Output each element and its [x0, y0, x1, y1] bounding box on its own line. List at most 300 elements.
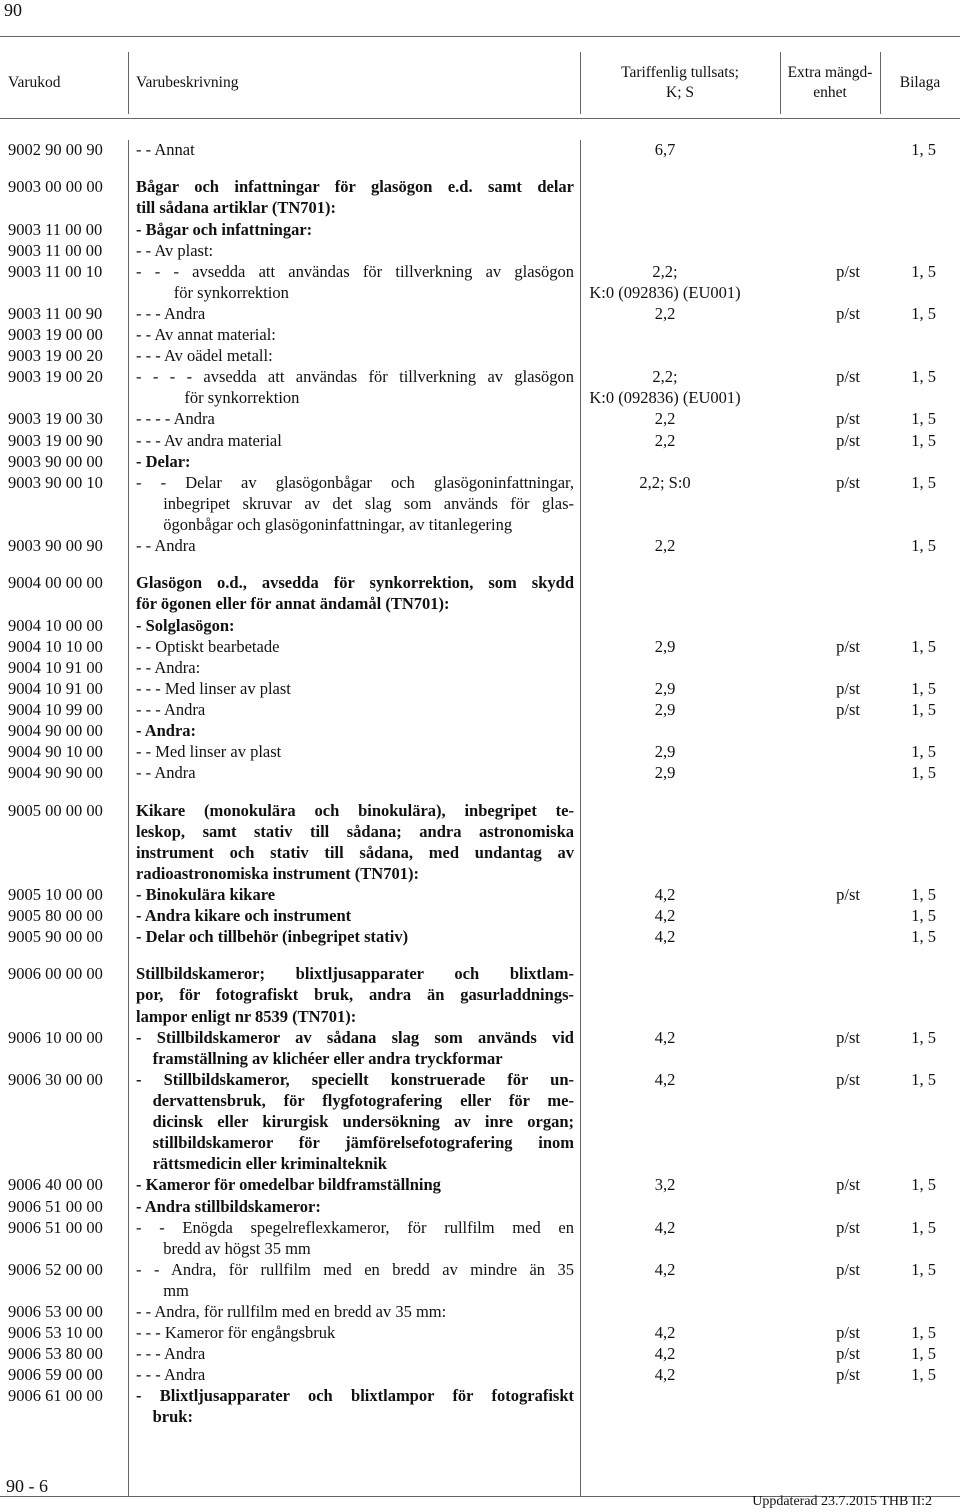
row-tariff-line: 2,2: [654, 536, 676, 555]
row-code: 9003 11 00 00: [8, 240, 103, 260]
table-row: [0, 699, 960, 720]
row-tariff: [580, 261, 750, 303]
row-tariff: [580, 741, 750, 762]
row-bilaga: 1, 5: [911, 884, 936, 904]
row-code: 9003 00 00 00: [8, 177, 103, 197]
row-tariff-line: 4,2: [654, 1069, 676, 1089]
row-description: [128, 408, 580, 429]
row-tariff-line: 6,7: [654, 140, 676, 159]
row-code: 9006 53 10 00: [8, 1323, 103, 1343]
row-code: 9003 19 00 20: [8, 367, 103, 387]
row-bilaga: [860, 720, 960, 741]
page-number: 90: [4, 0, 22, 20]
row-description-line: - - Av plast:: [136, 240, 214, 260]
row-description-line: bredd av högst 35 mm: [163, 1238, 311, 1258]
row-code: 9004 00 00 00: [8, 573, 103, 593]
row-bilaga: 1, 5: [911, 367, 936, 387]
row-extra-unit: p/st: [836, 884, 860, 904]
row-tariff: [580, 472, 750, 535]
row-bilaga: 1, 5: [911, 1323, 936, 1343]
row-description: [128, 535, 580, 556]
row-extra-unit: p/st: [836, 472, 860, 492]
row-description: [128, 1196, 580, 1217]
row-description: [128, 219, 580, 240]
row-bilaga: [860, 240, 960, 261]
row-bilaga: 1, 5: [911, 409, 936, 429]
row-description-line: dicinsk eller kirurgisk undersökning av inre organ;: [152, 1112, 574, 1132]
table-row: [0, 884, 960, 905]
row-code: 9006 00 00 00: [8, 964, 103, 984]
header-rule: [0, 118, 960, 119]
row-extra-unit: [750, 176, 860, 218]
row-extra-unit: [750, 1301, 860, 1322]
row-description-line: - - Andra: [136, 763, 196, 783]
row-code: 9006 52 00 00: [8, 1259, 103, 1279]
row-tariff-line: 2,9: [654, 699, 676, 719]
table-row: [0, 1217, 960, 1259]
table-row: [0, 240, 960, 261]
row-code: 9004 10 99 00: [8, 699, 103, 719]
row-bilaga: [860, 1196, 960, 1217]
row-bilaga: 1, 5: [911, 261, 936, 281]
row-tariff-line: 4,2: [654, 1259, 676, 1279]
row-tariff: [580, 572, 750, 614]
row-description: [128, 240, 580, 261]
row-tariff-line: 2,9: [654, 636, 676, 656]
row-description-line: framställning av klichéer eller andra tryckformar: [152, 1048, 503, 1068]
row-code: 9005 10 00 00: [8, 884, 103, 904]
row-extra-unit: [750, 1196, 860, 1217]
row-tariff: [580, 1259, 750, 1301]
row-description-line: Bågar och infattningar för glasögon e.d. samt delar: [136, 177, 574, 197]
row-description-line: instrument och stativ till sådana, med undantag av: [136, 842, 574, 862]
row-bilaga: 1, 5: [911, 906, 936, 925]
table-row: [0, 800, 960, 884]
row-description-line: - - Av annat material:: [136, 325, 276, 344]
row-code: 9006 10 00 00: [8, 1027, 103, 1047]
row-tariff: [580, 762, 750, 783]
row-extra-unit: p/st: [836, 1069, 860, 1089]
row-description-line: Stillbildskameror; blixtljusapparater och blixtlam-: [136, 964, 574, 984]
row-bilaga: 1, 5: [911, 1027, 936, 1047]
row-description-line: - - - - avsedda att användas för tillverkning av glasögon: [136, 367, 574, 387]
row-bilaga: 1, 5: [911, 1069, 936, 1089]
row-description-line: - - - Andra: [136, 1365, 206, 1385]
row-bilaga: 1, 5: [911, 1365, 936, 1385]
row-description: [128, 1217, 580, 1259]
row-tariff: [580, 366, 750, 408]
row-tariff: [580, 657, 750, 678]
row-bilaga: [860, 657, 960, 678]
row-tariff: [580, 1027, 750, 1069]
row-description-line: - - - - Andra: [136, 409, 215, 429]
row-code: 9003 19 00 00: [8, 325, 103, 344]
row-description: [128, 1069, 580, 1174]
row-description-line: radioastronomiska instrument (TN701):: [136, 863, 419, 883]
row-extra-unit: p/st: [836, 367, 860, 387]
row-extra-unit: [750, 905, 860, 926]
row-description: [128, 1259, 580, 1301]
row-tariff-line: 3,2: [654, 1175, 676, 1195]
row-bilaga: 1, 5: [911, 536, 936, 555]
row-extra-unit: p/st: [836, 409, 860, 429]
row-description-line: leskop, samt stativ till sådana; andra astronomiska: [136, 821, 574, 841]
table-row: [0, 1196, 960, 1217]
header-varubeskrivning: Varubeskrivning: [136, 74, 239, 91]
row-extra-unit: p/st: [836, 678, 860, 698]
table-row: [0, 219, 960, 240]
row-code: 9005 90 00 00: [8, 927, 103, 947]
row-description-line: för synkorrektion: [184, 388, 300, 408]
row-extra-unit: [750, 240, 860, 261]
row-bilaga: 1, 5: [911, 742, 936, 762]
row-code: 9003 11 00 90: [8, 303, 103, 323]
row-bilaga: 1, 5: [911, 303, 936, 323]
row-description: [128, 699, 580, 720]
row-tariff-line: 2,2;: [652, 367, 678, 387]
table-row: [0, 261, 960, 303]
row-code: 9004 10 91 00: [8, 678, 103, 698]
row-tariff: [580, 926, 750, 947]
row-code: 9003 19 00 30: [8, 409, 103, 429]
row-tariff: [580, 535, 750, 556]
row-tariff-line: 2,9: [654, 678, 676, 698]
row-tariff: [580, 905, 750, 926]
row-code: 9004 90 90 00: [8, 763, 103, 783]
row-tariff: [580, 1364, 750, 1385]
table-row: [0, 572, 960, 614]
table-row: [0, 615, 960, 636]
table-row: [0, 1259, 960, 1301]
row-description-line: Kikare (monokulära och binokulära), inbegripet te-: [136, 800, 574, 820]
row-description: [128, 636, 580, 657]
row-extra-unit: p/st: [836, 1027, 860, 1047]
row-code: 9004 90 10 00: [8, 742, 103, 762]
row-bilaga: 1, 5: [911, 636, 936, 656]
row-description-line: - Solglasögon:: [136, 615, 235, 635]
row-description: [128, 1322, 580, 1343]
row-tariff-line: 4,2: [654, 927, 676, 947]
row-tariff: [580, 219, 750, 240]
row-tariff: [580, 139, 750, 160]
row-tariff: [580, 720, 750, 741]
row-description: [128, 905, 580, 926]
table-row: [0, 1385, 960, 1427]
row-extra-unit: p/st: [836, 1365, 860, 1385]
row-description: [128, 1343, 580, 1364]
row-bilaga: 1, 5: [911, 140, 936, 159]
row-description: [128, 1301, 580, 1322]
row-description: [128, 572, 580, 614]
row-extra-unit: [750, 219, 860, 240]
row-description-line: för synkorrektion: [173, 282, 289, 302]
top-rule: [0, 36, 960, 37]
row-bilaga: 1, 5: [911, 1259, 936, 1279]
row-description-line: rättsmedicin eller kriminalteknik: [152, 1154, 387, 1174]
table-row: [0, 963, 960, 1026]
table-row: [0, 1364, 960, 1385]
row-tariff: [580, 678, 750, 699]
row-description-line: till sådana artiklar (TN701):: [136, 198, 336, 218]
table-row: [0, 430, 960, 451]
row-description-line: - Delar och tillbehör (inbegripet stativ): [136, 927, 409, 947]
row-description-line: - - Med linser av plast: [136, 742, 282, 762]
row-bilaga: 1, 5: [911, 699, 936, 719]
row-description-line: - - Andra, för rullfilm med en bredd av mindre än 35: [136, 1259, 574, 1279]
row-tariff: [580, 324, 750, 345]
row-bilaga: [860, 324, 960, 345]
row-bilaga: [860, 572, 960, 614]
row-extra-unit: [750, 345, 860, 366]
row-description-line: por, för fotografiskt bruk, andra än gasurladdnings-: [136, 985, 574, 1005]
row-code: 9004 10 00 00: [8, 615, 103, 635]
row-tariff-line: 4,2: [654, 1344, 676, 1364]
row-description: [128, 261, 580, 303]
row-description: [128, 472, 580, 535]
row-description-line: mm: [163, 1280, 189, 1300]
row-code: 9004 90 00 00: [8, 721, 103, 740]
row-code: 9003 90 00 90: [8, 536, 103, 555]
table-row: [0, 303, 960, 324]
header-extra-line1: Extra mängd-: [787, 64, 873, 81]
row-description: [128, 1364, 580, 1385]
row-code: 9003 11 00 00: [8, 219, 103, 239]
row-extra-unit: [750, 324, 860, 345]
row-description: [128, 963, 580, 1026]
row-code: 9006 61 00 00: [8, 1386, 103, 1406]
row-description: [128, 430, 580, 451]
row-bilaga: 1, 5: [911, 927, 936, 947]
row-description-line: - Andra kikare och instrument: [136, 906, 352, 925]
row-code: 9003 90 00 00: [8, 451, 103, 471]
row-description-line: - Binokulära kikare: [136, 884, 276, 904]
row-extra-unit: p/st: [836, 430, 860, 450]
row-extra-unit: [750, 572, 860, 614]
row-description: [128, 303, 580, 324]
row-extra-unit: p/st: [836, 261, 860, 281]
row-code: 9006 30 00 00: [8, 1069, 103, 1089]
table-row: [0, 905, 960, 926]
table-row: [0, 345, 960, 366]
table-row: [0, 762, 960, 783]
row-description: [128, 657, 580, 678]
row-description-line: - - - Med linser av plast: [136, 678, 291, 698]
row-description-line: stillbildskameror för jämförelsefotografering inom: [152, 1133, 574, 1153]
row-extra-unit: [750, 963, 860, 1026]
table-row: [0, 535, 960, 556]
row-tariff: [580, 615, 750, 636]
row-description-line: - - - Andra: [136, 699, 206, 719]
row-extra-unit: p/st: [836, 1175, 860, 1195]
row-tariff: [580, 1301, 750, 1322]
row-code: 9006 40 00 00: [8, 1175, 103, 1195]
row-tariff-line: 2,2: [654, 409, 676, 429]
row-tariff-line: 4,2: [654, 1217, 676, 1237]
header-varukod: Varukod: [8, 74, 61, 91]
row-tariff: [580, 430, 750, 451]
row-code: 9006 53 00 00: [8, 1302, 103, 1321]
table-row: [0, 408, 960, 429]
row-tariff: [580, 1069, 750, 1174]
row-bilaga: [860, 800, 960, 884]
header-tullsats-line2: K; S: [666, 84, 694, 101]
row-description: [128, 800, 580, 884]
footer-updated: Uppdaterad 23.7.2015 THB II:2: [752, 1494, 932, 1509]
row-extra-unit: [750, 615, 860, 636]
row-extra-unit: [750, 762, 860, 783]
row-code: 9006 53 80 00: [8, 1344, 103, 1364]
row-tariff: [580, 963, 750, 1026]
row-bilaga: [860, 176, 960, 218]
row-description-line: - - Andra, för rullfilm med en bredd av 35 mm:: [136, 1302, 447, 1321]
row-tariff-line: 2,9: [654, 742, 676, 762]
row-description-line: - - Annat: [136, 140, 195, 159]
row-tariff: [580, 884, 750, 905]
row-description-line: - - Optiskt bearbetade: [136, 636, 280, 656]
row-extra-unit: [750, 139, 860, 160]
row-bilaga: 1, 5: [911, 472, 936, 492]
row-extra-unit: [750, 720, 860, 741]
table-row: [0, 451, 960, 472]
row-description-line: - - Andra: [136, 536, 196, 555]
row-description: [128, 884, 580, 905]
row-description-line: - - - Andra: [136, 303, 206, 323]
table-row: [0, 1174, 960, 1195]
row-tariff-line: 2,2;: [652, 261, 678, 281]
row-tariff-line: 4,2: [654, 884, 676, 904]
row-tariff: [580, 345, 750, 366]
row-description-line: - Bågar och infattningar:: [136, 219, 313, 239]
row-code: 9003 90 00 10: [8, 472, 103, 492]
table-row: [0, 678, 960, 699]
row-bilaga: [860, 345, 960, 366]
row-tariff: [580, 699, 750, 720]
row-code: 9004 10 10 00: [8, 636, 103, 656]
row-description-line: - - Enögda spegelreflexkameror, för rullfilm med en: [136, 1217, 574, 1237]
row-tariff: [580, 1196, 750, 1217]
row-description-line: - - Delar av glasögonbågar och glasögoninfattningar,: [136, 472, 574, 492]
row-tariff-line: K:0 (092836) (EU001): [589, 388, 741, 408]
row-extra-unit: [750, 451, 860, 472]
row-code: 9006 59 00 00: [8, 1365, 103, 1385]
table-row: [0, 1027, 960, 1069]
row-tariff-line: 4,2: [654, 1323, 676, 1343]
table-row: [0, 472, 960, 535]
table-row: [0, 176, 960, 218]
row-extra-unit: p/st: [836, 699, 860, 719]
row-extra-unit: p/st: [836, 303, 860, 323]
row-bilaga: 1, 5: [911, 1217, 936, 1237]
row-extra-unit: [750, 657, 860, 678]
row-description-line: - - - Kameror för engångsbruk: [136, 1323, 336, 1343]
table-row: [0, 1343, 960, 1364]
row-code: 9004 10 91 00: [8, 657, 103, 677]
row-description-line: - Stillbildskameror, speciellt konstruerade för un-: [136, 1069, 574, 1089]
row-tariff: [580, 800, 750, 884]
row-tariff-line: 2,2; S:0: [639, 472, 691, 492]
row-extra-unit: [750, 800, 860, 884]
table-row: [0, 1069, 960, 1174]
row-description: [128, 926, 580, 947]
row-tariff-line: 2,9: [654, 763, 676, 783]
row-description: [128, 366, 580, 408]
row-tariff: [580, 240, 750, 261]
row-description-line: - Stillbildskameror av sådana slag som används vid: [136, 1027, 574, 1047]
row-bilaga: [860, 963, 960, 1026]
row-description-line: ögonbågar och glasögoninfattningar, av titanlegering: [163, 514, 513, 534]
row-code: 9003 11 00 10: [8, 261, 103, 281]
row-tariff: [580, 303, 750, 324]
row-extra-unit: [750, 741, 860, 762]
row-bilaga: [860, 1385, 960, 1427]
row-code: 9003 19 00 90: [8, 430, 103, 450]
row-description-line: - - - avsedda att användas för tillverkning av glasögon: [136, 261, 574, 281]
row-tariff: [580, 1343, 750, 1364]
row-bilaga: 1, 5: [911, 1175, 936, 1195]
row-tariff: [580, 451, 750, 472]
row-bilaga: 1, 5: [911, 678, 936, 698]
table-row: [0, 657, 960, 678]
table-row: [0, 741, 960, 762]
table-row: [0, 139, 960, 160]
row-tariff: [580, 176, 750, 218]
table-row: [0, 366, 960, 408]
row-tariff: [580, 408, 750, 429]
row-extra-unit: p/st: [836, 1323, 860, 1343]
row-description-line: lampor enligt nr 8539 (TN701):: [136, 1006, 357, 1026]
row-description: [128, 720, 580, 741]
row-tariff: [580, 1385, 750, 1427]
row-description-line: - - Andra:: [136, 657, 201, 677]
row-description: [128, 345, 580, 366]
row-code: 9006 51 00 00: [8, 1196, 103, 1216]
row-description: [128, 324, 580, 345]
row-description: [128, 1385, 580, 1427]
row-description: [128, 741, 580, 762]
row-description-line: - Kameror för omedelbar bildframställning: [136, 1175, 441, 1195]
row-description: [128, 1174, 580, 1195]
row-bilaga: 1, 5: [911, 1344, 936, 1364]
row-description-line: - - - Andra: [136, 1344, 206, 1364]
row-tariff: [580, 1217, 750, 1259]
header-divider: [128, 52, 129, 114]
row-tariff-line: 4,2: [654, 1027, 676, 1047]
table-row: [0, 1322, 960, 1343]
row-code: 9006 51 00 00: [8, 1217, 103, 1237]
row-code: 9003 19 00 20: [8, 346, 103, 366]
table-row: [0, 926, 960, 947]
row-tariff: [580, 636, 750, 657]
row-bilaga: [860, 615, 960, 636]
row-bilaga: 1, 5: [911, 763, 936, 783]
row-description: [128, 762, 580, 783]
row-bilaga: [860, 1301, 960, 1322]
row-description: [128, 678, 580, 699]
row-tariff: [580, 1322, 750, 1343]
row-extra-unit: p/st: [836, 1259, 860, 1279]
row-bilaga: [860, 451, 960, 472]
row-description-line: bruk:: [152, 1407, 193, 1427]
row-tariff-line: 2,2: [654, 430, 676, 450]
row-code: 9005 00 00 00: [8, 800, 103, 820]
row-description-line: för ögonen eller för annat ändamål (TN701):: [136, 594, 450, 614]
row-tariff-line: K:0 (092836) (EU001): [589, 282, 741, 302]
row-description-line: - Blixtljusapparater och blixtlampor för fotografiskt: [136, 1386, 574, 1406]
row-extra-unit: [750, 535, 860, 556]
footer-page-ref: 90 - 6: [6, 1476, 48, 1496]
row-description-line: Glasögon o.d., avsedda för synkorrektion, som skydd: [136, 573, 574, 593]
row-description-line: - - - Av andra material: [136, 430, 282, 450]
